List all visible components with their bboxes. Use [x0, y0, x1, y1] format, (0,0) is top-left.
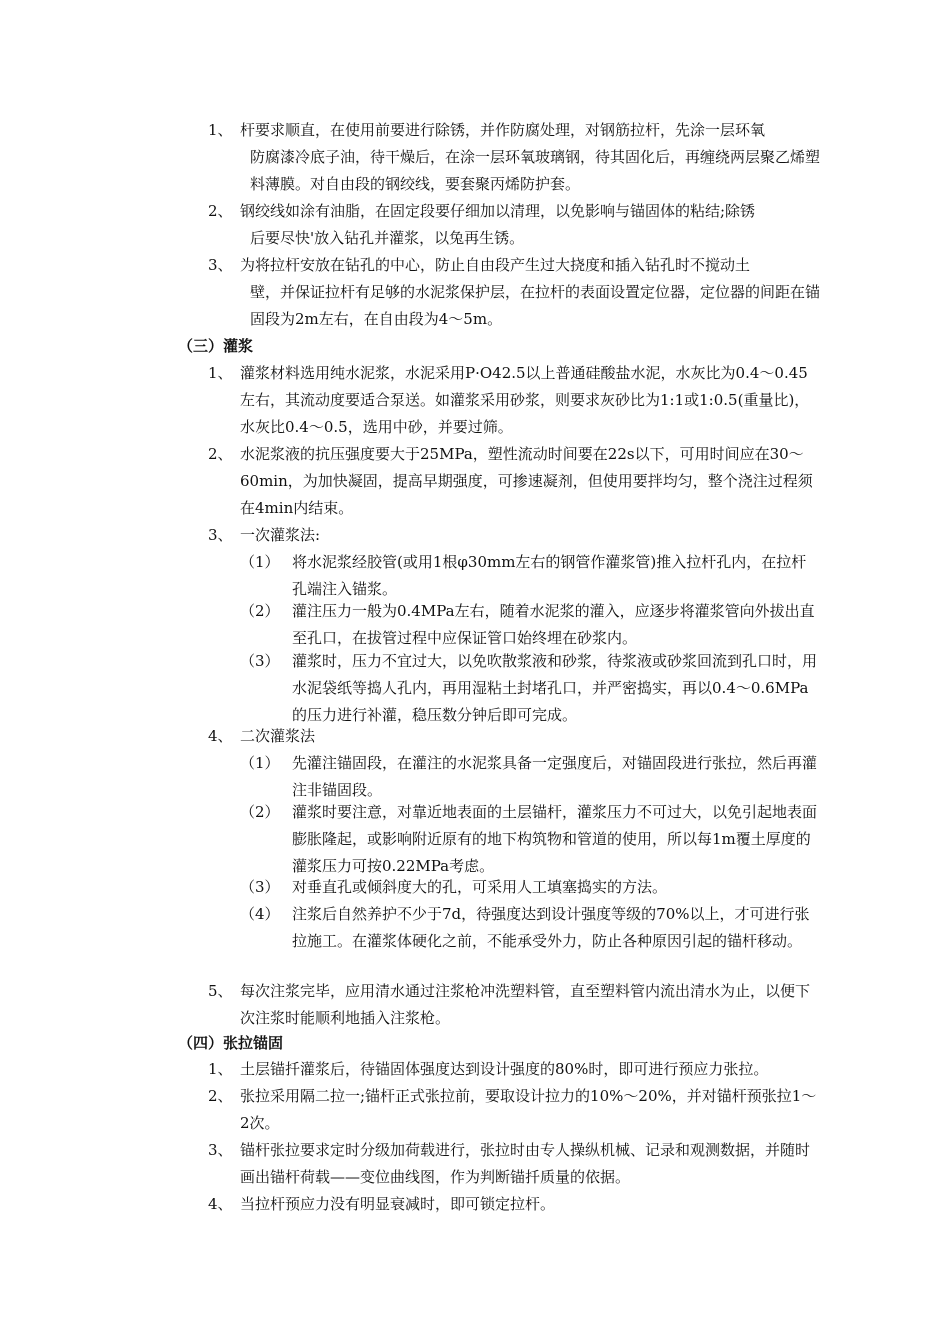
item-text: 一次灌浆法: [240, 526, 321, 544]
item-number: 3、 [208, 526, 233, 544]
item-text-continued: 防腐漆冷底子油，待干燥后，在涂一层环氧玻璃钢，待其固化后，再缠绕两层聚乙烯塑料薄膜。对自由段的钢绞线，要套聚丙烯防护套。 [250, 148, 821, 193]
sub-item-text: 灌浆时要注意，对靠近地表面的土层锚杆，灌浆压力不可过大，以免引起地表面膨胀隆起，或影响附近原有的地下构筑物和管道的使用，所以每1m覆土厚度的灌浆压力可按0.22MPa考虑。 [292, 803, 818, 875]
item-number: 2、 [208, 202, 233, 220]
sub-item [240, 874, 820, 901]
sub-item [240, 799, 820, 880]
item-number: 2、 [208, 1087, 233, 1105]
section-heading: （四）张拉锚固 [178, 1034, 284, 1052]
sub-item-text: 将水泥浆经胶管(或用1根φ30mm左右的钢管作灌浆管)推入拉杆孔内，在拉杆孔端注入锚浆。 [292, 553, 807, 598]
item-text-continued: 后要尽快'放入钻孔并灌浆，以兔再生锈。 [250, 229, 525, 247]
item-number: 1、 [208, 364, 233, 382]
sub-item-number: （1） [240, 754, 280, 772]
list-item [200, 1191, 820, 1218]
list-item [200, 252, 820, 333]
item-text: 杆要求顺直，在使用前要进行除锈，并作防腐处理，对钢筋拉杆，先涂一层环氧 [240, 121, 766, 139]
sub-item-number: （4） [240, 905, 280, 923]
list-item [200, 1083, 820, 1137]
list-item [200, 522, 820, 549]
sub-item-text: 对垂直孔或倾斜度大的孔，可采用人工填塞捣实的方法。 [292, 878, 668, 896]
sub-item-number: （3） [240, 878, 280, 896]
sub-item-text: 灌注压力一般为0.4MPa左右，随着水泥浆的灌入，应逐步将灌浆管向外拔出直至孔口，在拔管过程中应保证管口始终埋在砂浆内。 [292, 602, 815, 647]
list-item [200, 1137, 820, 1191]
list-item [200, 723, 820, 750]
item-text: 张拉采用隔二拉一;锚杆正式张拉前，要取设计拉力的10%～20%，并对锚杆预张拉1～2次。 [240, 1087, 817, 1132]
sub-item [240, 901, 820, 955]
item-text-continued: 壁，并保证拉杆有足够的水泥浆保护层，在拉杆的表面设置定位器，定位器的间距在锚固段为2m左右，在自由段为4～5m。 [250, 283, 821, 328]
sub-item-number: （2） [240, 803, 280, 821]
item-text: 二次灌浆法 [240, 727, 316, 745]
sub-item-number: （2） [240, 602, 280, 620]
list-item [200, 198, 820, 252]
item-number: 4、 [208, 1195, 233, 1213]
section-heading: （三）灌浆 [178, 337, 254, 355]
sub-item-text: 先灌注锚固段，在灌注的水泥浆具备一定强度后，对锚固段进行张拉，然后再灌注非锚固段。 [292, 754, 818, 799]
sub-item [240, 750, 820, 804]
item-text: 每次注浆完毕，应用清水通过注浆枪冲洗塑料管，直至塑料管内流出清水为止，以便下次注浆时能顺利地插入注浆枪。 [240, 982, 811, 1027]
item-number: 4、 [208, 727, 233, 745]
item-number: 3、 [208, 256, 233, 274]
list-item [200, 441, 820, 522]
sub-item-text: 注浆后自然养护不少于7d，待强度达到设计强度等级的70%以上，才可进行张拉施工。在灌浆体硬化之前，不能承受外力，防止各种原因引起的锚杆移动。 [292, 905, 810, 950]
item-text: 灌浆材料选用纯水泥浆，水泥采用P·O42.5以上普通硅酸盐水泥，水灰比为0.4～0.45左右，其流动度要适合泵送。如灌浆采用砂浆，则要求灰砂比为1:1或1:0.5(重量比)，水灰比0.4～0.5，选用中砂，并要过筛。 [240, 364, 810, 436]
list-item [200, 360, 820, 441]
item-text: 土层锚扦灌浆后，待锚固体强度达到设计强度的80%时，即可进行预应力张拉。 [240, 1060, 769, 1078]
item-number: 1、 [208, 1060, 233, 1078]
sub-item [240, 648, 820, 729]
sub-item [240, 549, 820, 603]
list-item [200, 978, 820, 1032]
sub-item [240, 598, 820, 652]
item-number: 1、 [208, 121, 233, 139]
item-number: 2、 [208, 445, 233, 463]
item-number: 3、 [208, 1141, 233, 1159]
item-text: 水泥浆液的抗压强度要大于25MPa，塑性流动时间要在22s以下，可用时间应在30～60min，为加快凝固，提高早期强度，可掺速凝剂，但使用要拌均匀，整个浇注过程须在4min内结束。 [240, 445, 813, 517]
sub-item-number: （1） [240, 553, 280, 571]
list-item [200, 1056, 820, 1083]
list-item [200, 117, 820, 198]
item-text: 为将拉杆安放在钻孔的中心，防止自由段产生过大挠度和插入钻孔时不搅动土 [240, 256, 751, 274]
item-number: 5、 [208, 982, 233, 1000]
sub-item-text: 灌浆时，压力不宜过大，以免吹散浆液和砂浆，待浆液或砂浆回流到孔口时，用水泥袋纸等捣人孔内，再用湿粘土封堵孔口，并严密捣实，再以0.4～0.6MPa的压力进行补灌，稳压数分钟后即可完成。 [292, 652, 818, 724]
item-text: 钢绞线如涂有油脂，在固定段要仔细加以清理，以免影响与锚固体的粘结;除锈 [240, 202, 756, 220]
item-text: 当拉杆预应力没有明显衰减时，即可锁定拉杆。 [240, 1195, 556, 1213]
item-text: 锚杆张拉要求定时分级加荷载进行，张拉时由专人操纵机械、记录和观测数据，并随时画出锚杆荷载——变位曲线图，作为判断锚扦质量的依据。 [240, 1141, 811, 1186]
sub-item-number: （3） [240, 652, 280, 670]
